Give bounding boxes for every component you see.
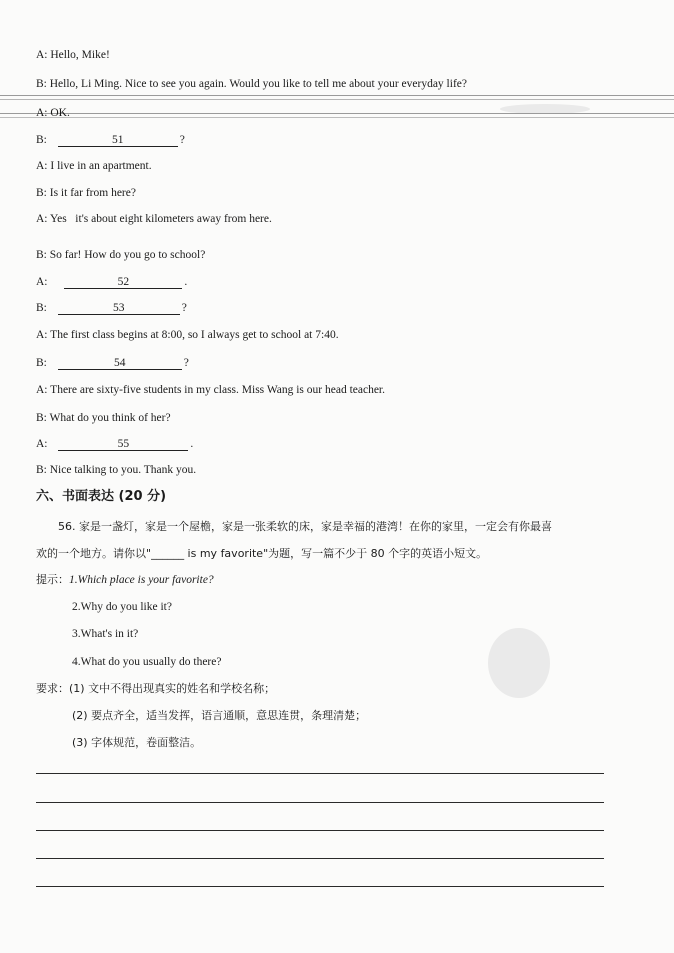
dialogue-line-14: B: What do you think of her? [36, 412, 171, 424]
scan-smudge [500, 104, 590, 114]
dialogue-line-16: B: Nice talking to you. Thank you. [36, 464, 197, 476]
answer-blank-55[interactable]: 55 [58, 438, 188, 451]
answer-blank-52[interactable]: 52 [64, 276, 182, 289]
answer-blank-54[interactable]: 54 [58, 357, 182, 370]
dialogue-line-13: A: There are sixty-five students in my class. Miss Wang is our head teacher. [36, 384, 386, 396]
scan-line [0, 117, 674, 118]
hint-1: 提示：1.Which place is your favorite? [36, 573, 214, 586]
section-heading: 六、书面表达 (20 分) [36, 489, 167, 504]
dialogue-line-8: B: So far! How do you go to school? [36, 249, 206, 261]
dialogue-line-1: A: Hello, Mike! [36, 49, 110, 61]
hint-2: 2.Why do you like it? [72, 601, 172, 613]
requirement-2: (2) 要点齐全，适当发挥，语言通顺，意思连贯，条理清楚； [72, 709, 367, 722]
scan-line [0, 113, 674, 114]
dialogue-line-11: A: The first class begins at 8:00, so I always get to school at 7:40. [36, 329, 339, 341]
task-line-2: 欢的一个地方。请你以"______ is my favorite"为题，写一篇不少于 80 个字的英语小短文。 [36, 547, 488, 560]
dialogue-line-6: B: Is it far from here? [36, 187, 136, 199]
dialogue-line-4: B: 51 ? [36, 134, 185, 146]
hint-3: 3.What's in it? [72, 628, 139, 640]
writing-line[interactable] [36, 858, 604, 859]
dialogue-line-7: A: Yes it's about eight kilometers away from here. [36, 213, 272, 225]
dialogue-line-10: B: 53 ? [36, 302, 187, 314]
answer-blank-53[interactable]: 53 [58, 302, 180, 315]
dialogue-line-2: B: Hello, Li Ming. Nice to see you again. Would you like to tell me about your everyday life? [36, 78, 467, 90]
dialogue-line-15: A: 55 . [36, 438, 194, 450]
dialogue-line-9: A: 52 . [36, 276, 188, 288]
dialogue-line-12: B: 54 ? [36, 357, 189, 369]
hint-4: 4.What do you usually do there? [72, 656, 222, 668]
writing-line[interactable] [36, 773, 604, 774]
scan-line [0, 99, 674, 100]
task-line-1: 56. 家是一盏灯，家是一个屋檐，家是一张柔软的床，家是幸福的港湾！在你的家里，一定会有你最喜 [58, 520, 552, 533]
dialogue-line-5: A: I live in an apartment. [36, 160, 152, 172]
writing-line[interactable] [36, 830, 604, 831]
scan-smudge [488, 628, 550, 698]
dialogue-line-3: A: OK. [36, 107, 70, 119]
requirement-3: (3) 字体规范，卷面整洁。 [72, 736, 202, 749]
scan-line [0, 95, 674, 96]
answer-blank-51[interactable]: 51 [58, 134, 178, 147]
writing-line[interactable] [36, 886, 604, 887]
requirement-1: 要求：(1) 文中不得出现真实的姓名和学校名称； [36, 682, 276, 695]
writing-line[interactable] [36, 802, 604, 803]
